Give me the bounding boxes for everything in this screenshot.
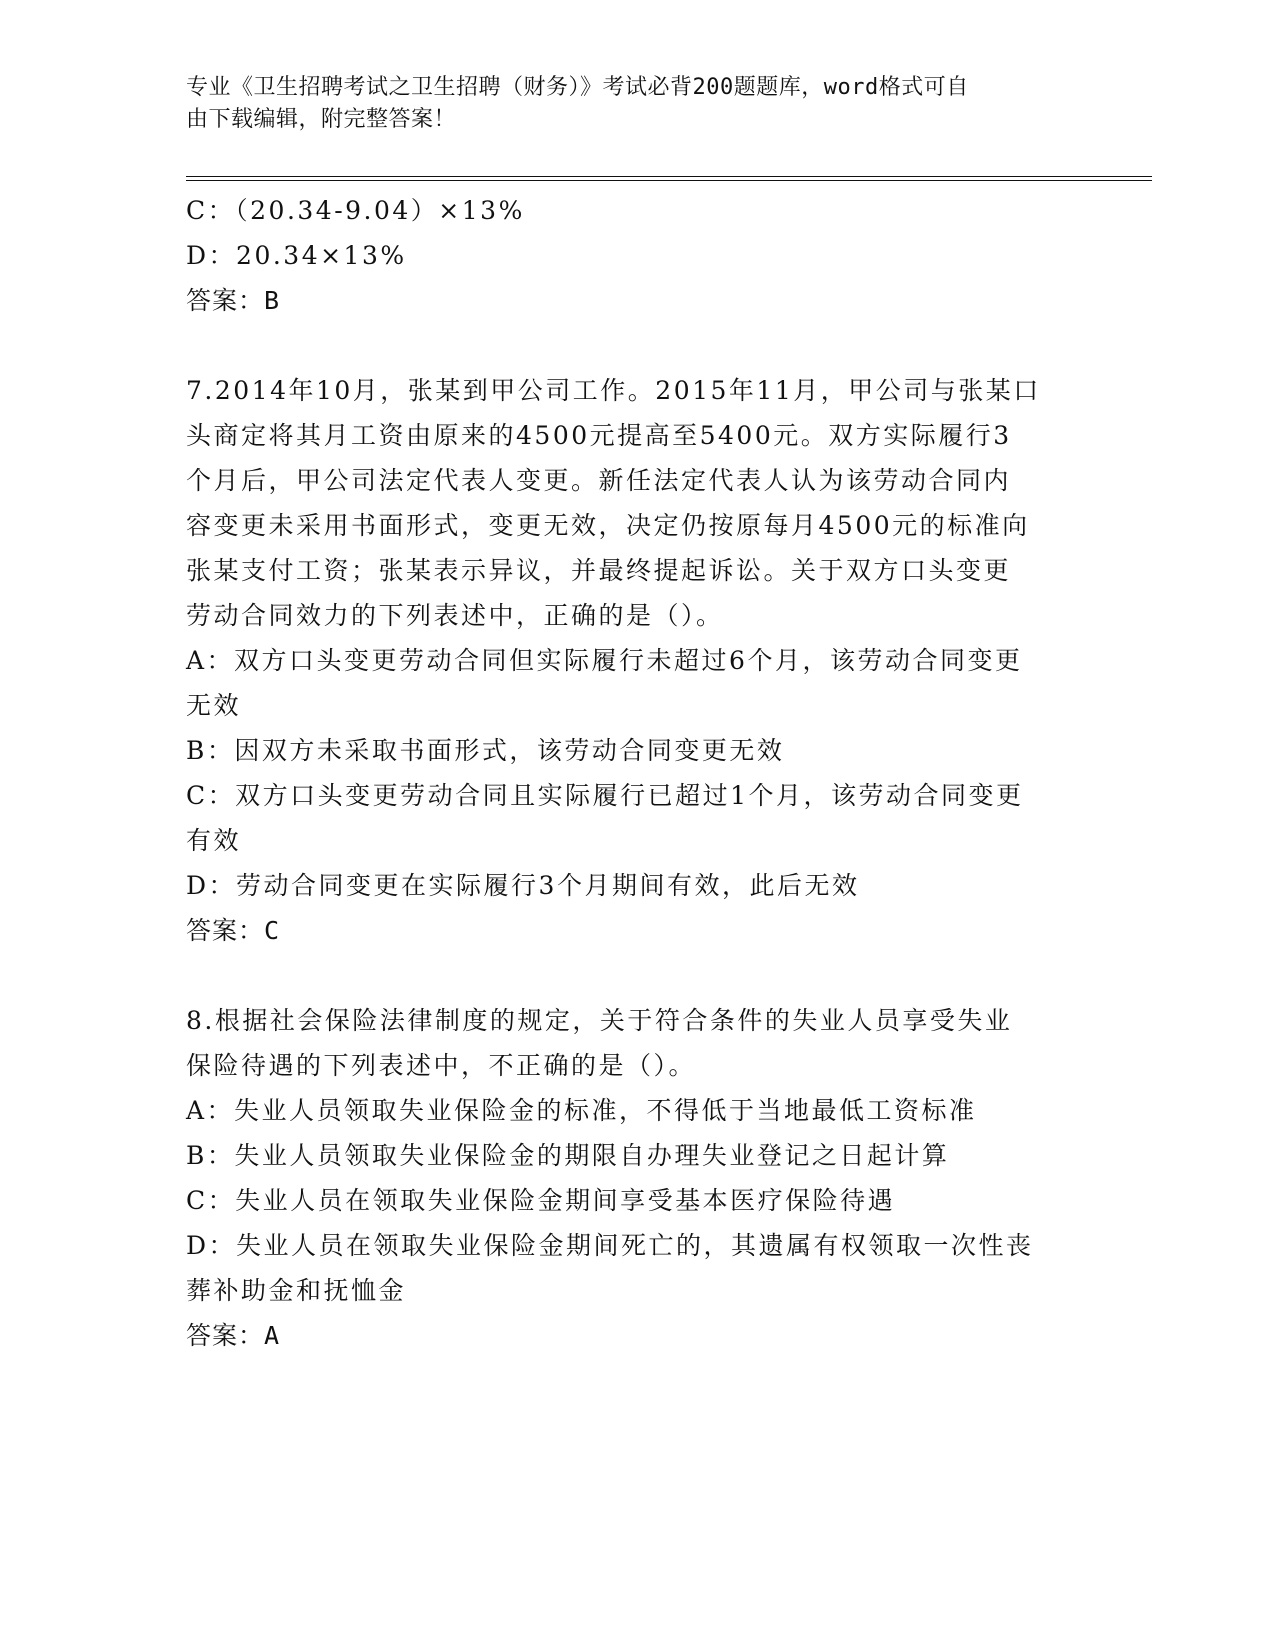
document-body	[186, 188, 1066, 1358]
question-stem-line: 容变更未采用书面形式，变更无效，决定仍按原每月4500元的标准向	[186, 511, 1030, 540]
answer: 答案：B	[186, 286, 281, 315]
question-stem-line: 7.2014年10月，张某到甲公司工作。2015年11月，甲公司与张某口	[186, 376, 1041, 405]
question-stem-line: 个月后，甲公司法定代表人变更。新任法定代表人认为该劳动合同内	[186, 466, 1012, 495]
header-divider	[186, 176, 1152, 181]
question-stem-line: 头商定将其月工资由原来的4500元提高至5400元。双方实际履行3	[186, 421, 1012, 450]
prev-question-block	[186, 188, 1066, 323]
document-header	[186, 72, 1066, 136]
option-a: A：双方口头变更劳动合同但实际履行未超过6个月，该劳动合同变更	[186, 646, 1023, 675]
option-c: C：失业人员在领取失业保险金期间享受基本医疗保险待遇	[186, 1186, 896, 1215]
question-stem-line: 8.根据社会保险法律制度的规定，关于符合条件的失业人员享受失业	[186, 1006, 1013, 1035]
question-7	[186, 368, 1066, 953]
question-stem-line: 保险待遇的下列表述中，不正确的是（）。	[186, 1051, 697, 1080]
answer: 答案：C	[186, 916, 281, 945]
option-b: B：因双方未采取书面形式，该劳动合同变更无效	[186, 736, 785, 765]
option-c: C：双方口头变更劳动合同且实际履行已超过1个月，该劳动合同变更	[186, 781, 1024, 810]
answer: 答案：A	[186, 1321, 281, 1350]
question-stem-line: 张某支付工资；张某表示异议，并最终提起诉讼。关于双方口头变更	[186, 556, 1012, 585]
header-line-2: 由下载编辑，附完整答案！	[186, 107, 457, 132]
option-c: C：（20.34-9.04）×13%	[186, 196, 525, 225]
option-d: D：失业人员在领取失业保险金期间死亡的，其遗属有权领取一次性丧	[186, 1231, 1034, 1260]
option-b: B：失业人员领取失业保险金的期限自办理失业登记之日起计算	[186, 1141, 950, 1170]
question-8	[186, 998, 1066, 1358]
option-d: D：20.34×13%	[186, 241, 407, 270]
header-line-1: 专业《卫生招聘考试之卫生招聘（财务）》考试必背200题题库，word格式可自	[186, 75, 969, 100]
option-a: A：失业人员领取失业保险金的标准，不得低于当地最低工资标准	[186, 1096, 977, 1125]
option-a-continued: 无效	[186, 691, 242, 720]
question-stem-line: 劳动合同效力的下列表述中，正确的是（）。	[186, 601, 724, 630]
option-d-continued: 葬补助金和抚恤金	[186, 1276, 407, 1305]
option-d: D：劳动合同变更在实际履行3个月期间有效，此后无效	[186, 871, 860, 900]
option-c-continued: 有效	[186, 826, 242, 855]
